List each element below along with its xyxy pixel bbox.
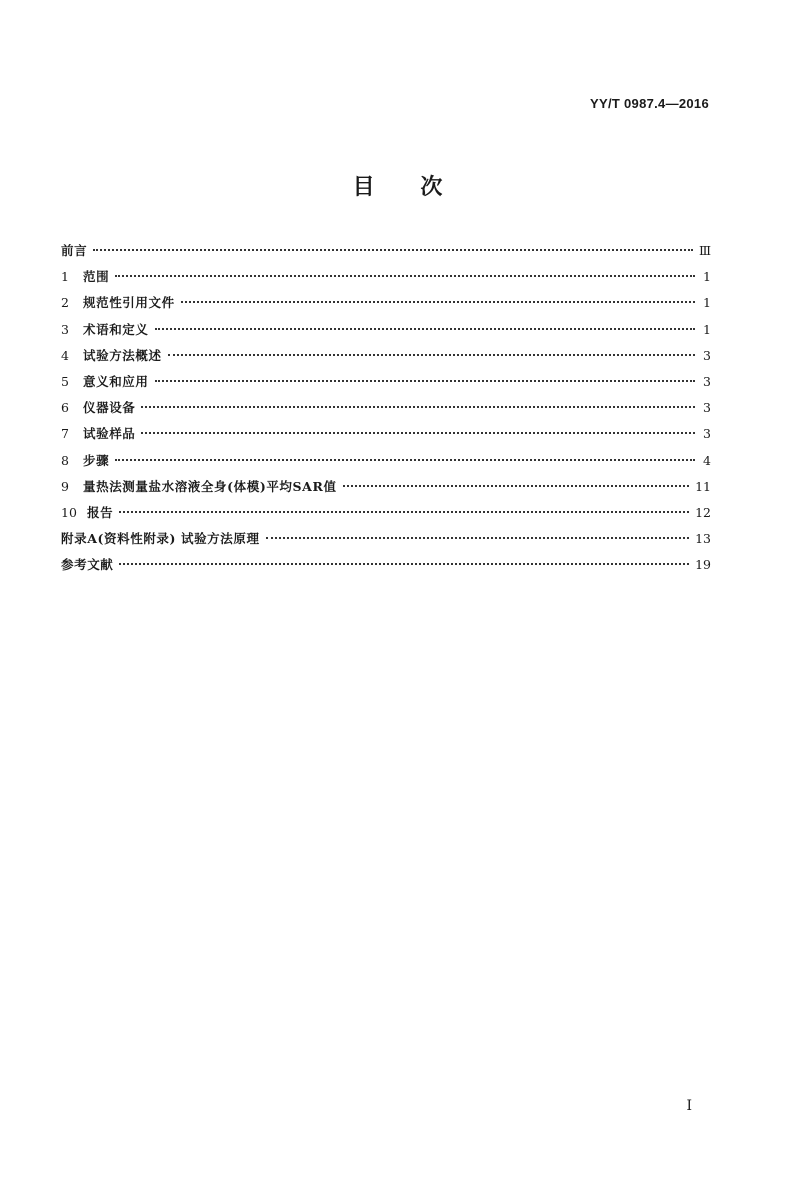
toc-entry-number: 7 (61, 426, 69, 442)
toc-entry-title: 术语和定义 (83, 321, 149, 337)
dot-leader (343, 485, 690, 487)
toc-entry-foreword[interactable] (61, 238, 711, 264)
dot-leader (93, 249, 693, 251)
toc-entry-page: Ⅲ (698, 243, 711, 258)
toc-entry-title: 报告 (87, 504, 114, 520)
toc-entry-test-specimen[interactable] (61, 421, 711, 447)
toc-entry-report[interactable] (61, 500, 711, 526)
toc-entry-page: 11 (695, 478, 711, 494)
toc-entry-title: 意义和应用 (83, 373, 149, 389)
toc-entry-number: 5 (61, 373, 69, 389)
dot-leader (119, 511, 689, 513)
toc-entry-terms-definitions[interactable] (61, 317, 711, 343)
toc-entry-title: 规范性引用文件 (83, 295, 175, 311)
toc-entry-method-summary[interactable] (61, 343, 711, 369)
toc-entry-title: 前言 (61, 243, 88, 258)
toc-entry-number: 1 (61, 269, 69, 285)
toc-title: 目 次 (352, 175, 443, 200)
toc-entry-procedure[interactable] (61, 448, 711, 474)
toc-entry-page: 4 (703, 452, 711, 468)
toc-entry-title: 仪器设备 (83, 400, 136, 416)
toc-entry-calorimetric-sar[interactable] (61, 474, 711, 500)
toc-entry-title: 附录A(资料性附录) 试验方法原理 (61, 531, 260, 547)
toc-entry-page: 13 (695, 531, 711, 547)
dot-leader (155, 328, 695, 330)
toc-entry-page: 3 (703, 426, 711, 442)
toc-entry-scope[interactable] (61, 264, 711, 290)
page-number: I (686, 1098, 692, 1114)
toc-entry-page: 3 (703, 400, 711, 416)
toc-entry-page: 1 (703, 321, 711, 337)
toc-entry-page: 12 (695, 504, 711, 520)
toc-entry-title: 量热法测量盐水溶液全身(体模)平均SAR值 (83, 478, 337, 494)
dot-leader (155, 380, 695, 382)
toc-entry-number: 10 (61, 504, 77, 520)
toc-entry-normative-references[interactable] (61, 290, 711, 316)
standard-number: YY/T 0987.4—2016 (590, 96, 709, 111)
toc-entry-number: 6 (61, 400, 69, 416)
toc-entry-page: 3 (703, 347, 711, 363)
dot-leader (266, 537, 690, 539)
toc-list (61, 238, 711, 578)
toc-entry-title: 步骤 (83, 452, 110, 468)
toc-entry-title: 试验样品 (83, 426, 136, 442)
toc-entry-page: 19 (695, 557, 711, 573)
toc-entry-title: 范围 (83, 269, 110, 285)
toc-entry-number: 8 (61, 452, 69, 468)
toc-entry-bibliography[interactable] (61, 552, 711, 578)
toc-entry-number: 2 (61, 295, 69, 311)
dot-leader (119, 563, 689, 565)
toc-entry-page: 1 (703, 295, 711, 311)
toc-entry-number: 4 (61, 347, 69, 363)
toc-entry-title: 试验方法概述 (83, 347, 162, 363)
dot-leader (168, 354, 695, 356)
toc-entry-page: 1 (703, 269, 711, 285)
toc-entry-number: 3 (61, 321, 69, 337)
dot-leader (181, 301, 695, 303)
toc-entry-significance-use[interactable] (61, 369, 711, 395)
toc-entry-apparatus[interactable] (61, 395, 711, 421)
toc-entry-number: 9 (61, 478, 69, 494)
toc-entry-title: 参考文献 (61, 557, 114, 573)
toc-entry-annex-a[interactable] (61, 526, 711, 552)
dot-leader (115, 459, 695, 461)
dot-leader (141, 406, 695, 408)
dot-leader (115, 275, 695, 277)
toc-entry-page: 3 (703, 373, 711, 389)
dot-leader (141, 432, 695, 434)
